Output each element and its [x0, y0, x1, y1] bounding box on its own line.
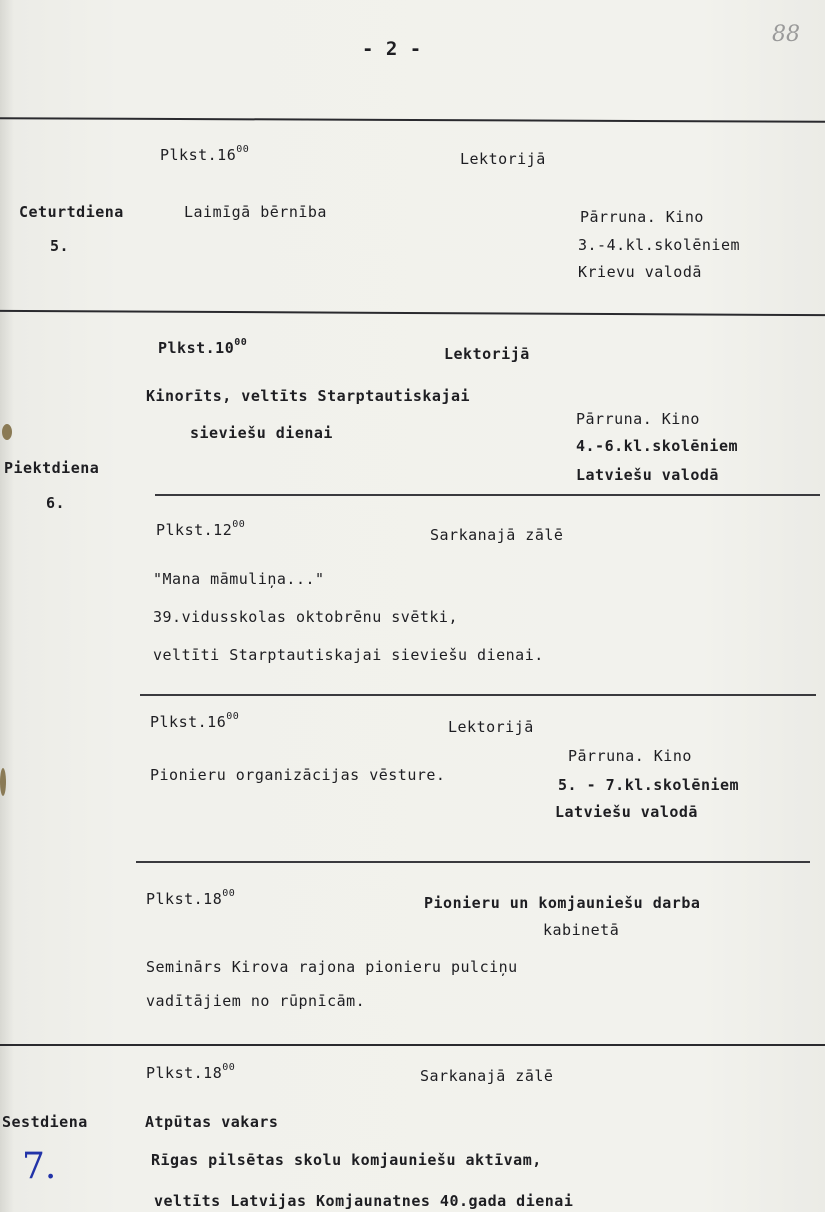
event-divider — [155, 494, 820, 496]
event-divider — [136, 861, 810, 863]
event-place: Lektorijā — [444, 345, 530, 363]
event-title: vadītājiem no rūpnīcām. — [146, 992, 366, 1010]
event-place: kabinetā — [543, 921, 620, 939]
event-detail: Krievu valodā — [578, 263, 702, 281]
event-title: 39.vidusskolas oktobrēnu svētki, — [153, 608, 458, 626]
event-detail: 3.-4.kl.skolēniem — [578, 236, 741, 254]
handwritten-date: 7. — [22, 1146, 57, 1187]
event-detail: Pārruna. Kino — [568, 747, 692, 765]
event-detail: 5. - 7.kl.skolēniem — [558, 776, 740, 794]
event-title: veltīts Latvijas Komjaunatnes 40.gada dienai — [154, 1192, 574, 1210]
section-divider — [0, 1044, 825, 1046]
section-divider — [0, 310, 825, 316]
event-detail: Pārruna. Kino — [576, 410, 700, 428]
event-time: $Plkst.16^{00}$ — [160, 144, 250, 164]
event-place: Lektorijā — [448, 718, 534, 736]
event-title: Seminārs Kirova rajona pionieru pulciņu — [146, 958, 518, 976]
event-time: $Plkst.16^{00}$ — [150, 711, 240, 731]
date-label: 5. — [50, 237, 70, 255]
binding-hole-mark — [0, 768, 6, 796]
event-place: Sarkanajā zālē — [430, 526, 564, 544]
event-title: Atpūtas vakars — [145, 1113, 279, 1131]
event-title: sieviešu dienai — [190, 424, 333, 442]
day-label: Ceturtdiena — [19, 203, 124, 221]
binding-hole-mark — [2, 424, 12, 440]
event-title: Kinorīts, veltīts Starptautiskajai — [146, 387, 471, 405]
event-detail: Latviešu valodā — [576, 466, 719, 484]
event-detail: 4.-6.kl.skolēniem — [576, 437, 739, 455]
event-time: $Plkst.18^{00}$ — [146, 1062, 236, 1082]
event-divider — [140, 694, 816, 696]
day-label: Sestdiena — [2, 1113, 88, 1131]
event-title: "Mana māmuliņa..." — [153, 570, 325, 588]
event-title: Pionieru organizācijas vēsture. — [150, 766, 446, 784]
event-time: $Plkst.18^{00}$ — [146, 888, 236, 908]
event-title: veltīti Starptautiskajai sieviešu dienai. — [153, 646, 544, 664]
day-label: Piektdiena — [4, 459, 100, 477]
event-place: Sarkanajā zālē — [420, 1067, 554, 1085]
event-detail: Latviešu valodā — [555, 803, 698, 821]
event-time: $Plkst.10^{00}$ — [158, 337, 248, 357]
event-time: $Plkst.12^{00}$ — [156, 519, 246, 539]
event-place: Pionieru un komjauniešu darba — [424, 894, 701, 912]
page-number: - 2 - — [362, 38, 422, 60]
archive-folio-mark: 88 — [772, 22, 800, 47]
date-label: 6. — [46, 494, 66, 512]
event-title: Laimīgā bērnība — [184, 203, 327, 221]
event-title: Rīgas pilsētas skolu komjauniešu aktīvam, — [151, 1151, 542, 1169]
event-detail: Pārruna. Kino — [580, 208, 704, 226]
event-place: Lektorijā — [460, 150, 546, 168]
section-divider — [0, 117, 825, 123]
